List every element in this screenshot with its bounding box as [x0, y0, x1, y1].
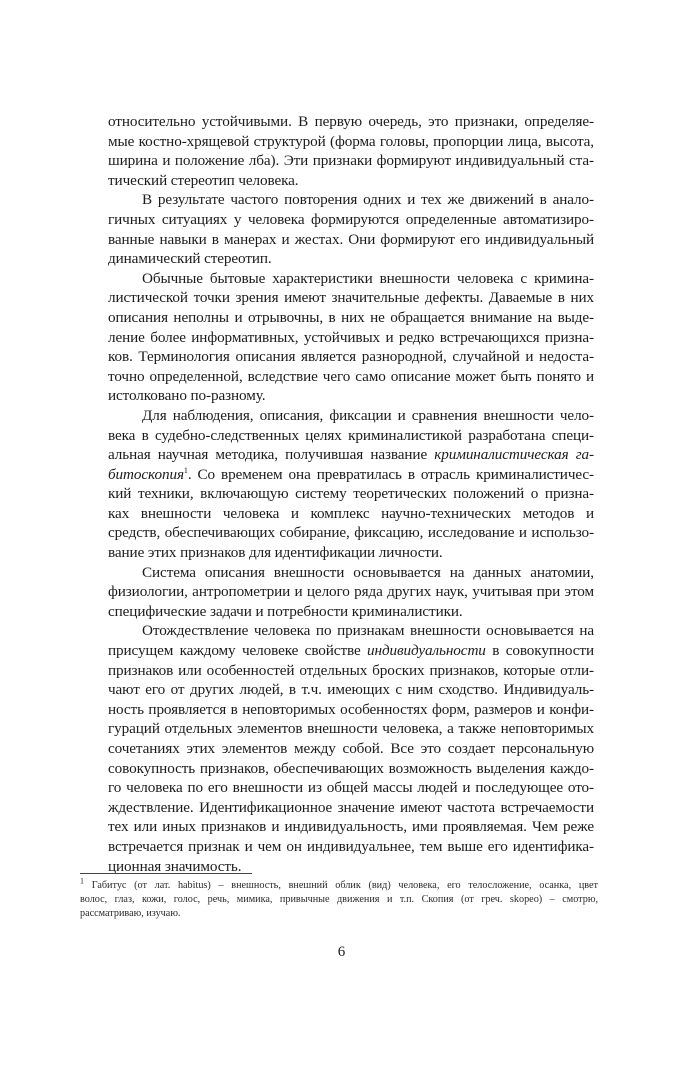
text-fragment: присущем каждому человеке свойстве [108, 642, 361, 660]
text-line: Для наблюдения, описания, фиксации и сравнения внешности чело- [142, 406, 594, 424]
text-line: ждествление. Идентификационное значение имеют частота встречаемости [108, 798, 594, 816]
text-line: вание этих признаков для идентификации личности. [108, 544, 443, 562]
text-line: чают его от других людей, в т.ч. имеющих с ним сходство. Индивидуаль- [108, 681, 594, 699]
text-fragment: в совокупности [492, 642, 594, 660]
text-line: ков. Терминология описания является разнородной, случайной и недоста- [108, 348, 594, 366]
text-line: сочетаниях этих элементов между собой. Все это создает персональную [108, 740, 594, 757]
text-line: ширина и положение лба). Эти признаки формируют индивидуальный ста- [108, 152, 594, 170]
text-line: признаков или особенностей отдельных броских признаков, которые отли- [108, 661, 594, 679]
text-line: ционная значимость. [108, 857, 242, 875]
footnote-line: волос, глаз, кожи, голос, речь, мимика, привычные движения и т.п. Скопия (от греч. skopeo) – смотрю, [80, 894, 598, 905]
text-line [108, 465, 594, 485]
footnote-reference[interactable]: 1 [183, 465, 188, 475]
text-line: средств, обеспечивающих собирание, фиксацию, исследование и использо- [108, 524, 594, 542]
text-line: Обычные бытовые характеристики внешности человека с кримина- [142, 269, 594, 287]
text-line: листической точки зрения имеют значительные дефекты. Даваемые в них [108, 289, 594, 307]
italic-term: криминалистическая га- [434, 446, 594, 464]
text-line: гураций отдельных элементов внешности человека, а также неповторимых [108, 720, 594, 738]
text-line: совокупность признаков, обеспечивающих возможность выделения каждо- [108, 759, 594, 777]
text-fragment: альная научная методика, получившая название [108, 446, 428, 464]
footnote-divider [80, 873, 252, 874]
text-line: ление более информативных, устойчивых и редко встречающихся призна- [108, 328, 594, 346]
paragraph [108, 269, 594, 406]
text-line: точно определенной, вследствие чего само описание может быть понято и [108, 367, 594, 385]
page-number: 6 [337, 944, 346, 960]
footnote-line [80, 876, 599, 893]
text-line: встречается признак и чем он индивидуальнее, тем выше его идентифика- [108, 837, 594, 855]
footnote-text: Габитус (от лат. habitus) – внешность, внешний облик (вид) человека, его телосложение, осанка, цвет [91, 880, 599, 891]
text-line: описания неполны и отрывочны, в них не обращается внимание на выде- [108, 308, 594, 326]
text-line: го человека по его внешности из общей массы людей и последующее ото- [108, 779, 594, 797]
text-line: кий техники, включающую систему теоретических положений о призна- [108, 485, 594, 503]
footnote-mark: 1 [80, 876, 84, 886]
footnotes [80, 876, 599, 921]
text-line: относительно устойчивыми. В первую очередь, это признаки, определяе- [108, 113, 594, 130]
footnote-line: рассматриваю, изучаю. [80, 908, 181, 919]
text-line [108, 641, 594, 661]
paragraph [108, 190, 594, 268]
text-line: тический стереотип человека. [108, 171, 299, 189]
text-line: мые костно-хрящевой структурой (форма головы, пропорции лица, высота, [108, 132, 594, 150]
italic-term: битоскопия [108, 465, 184, 483]
text-line: В результате частого повторения одних и тех же движений в анало- [142, 191, 594, 209]
text-line: ность проявляется в неповторимых особенностях форм, размеров и конфи- [108, 700, 594, 718]
italic-term: индивидуальности [367, 642, 486, 660]
text-line: динамический стереотип. [108, 250, 272, 268]
text-line: тех или иных признаков и индивидуальность, ими проявляемая. Чем реже [108, 818, 594, 836]
text-line: ках внешности человека и комплекс научно-технических методов и [108, 504, 594, 522]
paragraph [108, 563, 594, 622]
text-line: истолковано по-разному. [108, 387, 266, 405]
text-line: гичных ситуациях у человека формируются определенные автоматизиро- [108, 210, 594, 228]
text-line: ванные навыки в манерах и жестах. Они формируют его индивидуальный [108, 230, 594, 248]
text-line: физиологии, антропометрии и целого ряда других наук, учитывая при этом [108, 583, 594, 601]
text-line: специфические задачи и потребности криминалистики. [108, 602, 463, 620]
paragraph [108, 112, 594, 190]
text-line [108, 445, 594, 465]
text-line: века в судебно-следственных целях криминалистикой разработана специ- [108, 426, 594, 444]
text-fragment: . Со временем она превратилась в отрасль криминалистичес- [187, 465, 594, 483]
body-text [108, 112, 594, 876]
paragraph [108, 621, 594, 876]
paragraph [108, 406, 594, 563]
text-line: Отождествление человека по признакам внешности основывается на [142, 622, 594, 640]
text-line: Система описания внешности основывается на данных анатомии, [142, 563, 594, 581]
